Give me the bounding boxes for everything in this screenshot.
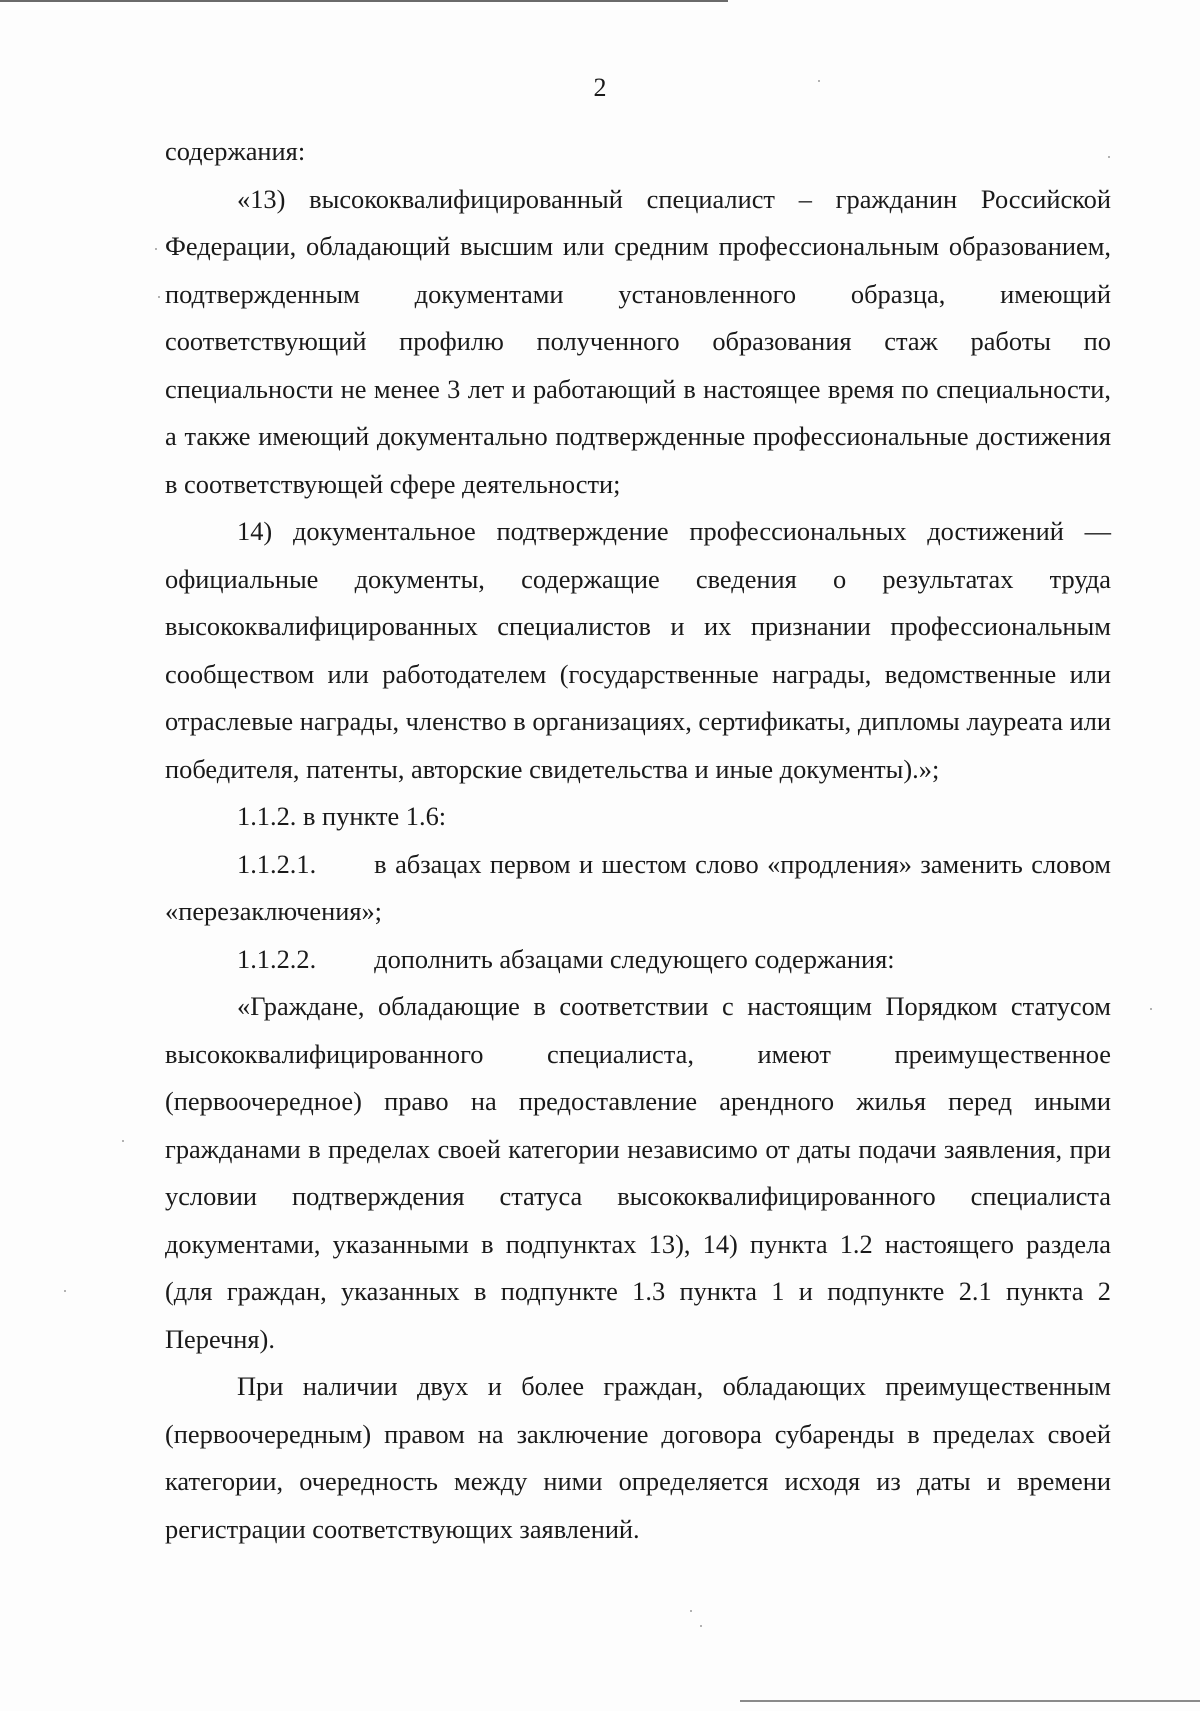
paragraph-clause-1-1-2-1	[165, 841, 1111, 936]
scan-speck	[1150, 1008, 1152, 1010]
paragraph-clause-1-1-2-2	[165, 936, 1111, 984]
paragraph-definition-14: 14) документальное подтверждение профессиональных достижений — официальные документы, содержащие сведения о результатах труда высококвалифицированных специалистов и их признании профессиональным сообществом или работодателем (государственные награды, ведомственные или отраслевые награды, членство в организациях, сертификаты, дипломы лауреата или победителя, патенты, авторские свидетельства и иные документы).»;	[165, 516, 1111, 784]
paragraph-continuation: содержания:	[165, 136, 306, 166]
bottom-edge-line	[740, 1700, 1200, 1702]
clause-number: 1.1.2.1.	[237, 848, 317, 879]
scan-speck	[1108, 156, 1110, 158]
clause-number: 1.1.2.2.	[237, 943, 317, 974]
paragraph-definition-13: «13) высококвалифицированный специалист – гражданин Российской Федерации, обладающий высшим или средним профессиональным образованием, подтвержденным документами установленного образца, имеющий соответствующий профилю полученного образования стаж работы по специальности не менее 3 лет и работающий в настоящее время по специальности, а также имеющий документально подтвержденные профессиональные достижения в соответствующей сфере деятельности;	[165, 183, 1111, 499]
scan-speck	[122, 1140, 124, 1142]
scan-speck	[690, 1610, 692, 1612]
paragraph-priority-order: При наличии двух и более граждан, обладающих преимущественным (первоочередным) правом на заключение договора субаренды в пределах своей категории, очередность между ними определяется исходя из даты и времени регистрации соответствующих заявлений.	[165, 1371, 1111, 1544]
scan-speck	[700, 1625, 702, 1627]
paragraph-preference-right: «Граждане, обладающие в соответствии с настоящим Порядком статусом высококвалифицированного специалиста, имеют преимущественное (первоочередное) право на предоставление арендного жилья перед иными гражданами в пределах своей категории независимо от даты подачи заявления, при условии подтверждения статуса высококвалифицированного специалиста документами, указанными в подпунктах 13), 14) пункта 1.2 настоящего раздела (для граждан, указанных в подпункте 1.3 пункта 1 и подпункте 2.1 пункта 2 Перечня).	[165, 991, 1111, 1354]
scan-speck	[818, 80, 820, 82]
scan-speck	[158, 296, 160, 298]
paragraph-clause-1-1-2: 1.1.2. в пункте 1.6:	[237, 801, 447, 831]
top-edge-line	[0, 0, 728, 2]
document-body	[165, 128, 1111, 1553]
page-number: 2	[593, 73, 607, 102]
clause-text: в абзацах первом и шестом слово «продления» заменить словом «перезаключения»;	[165, 848, 1111, 926]
clause-text: дополнить абзацами следующего содержания:	[374, 943, 895, 974]
scan-speck	[155, 248, 157, 250]
scan-speck	[64, 1290, 66, 1292]
